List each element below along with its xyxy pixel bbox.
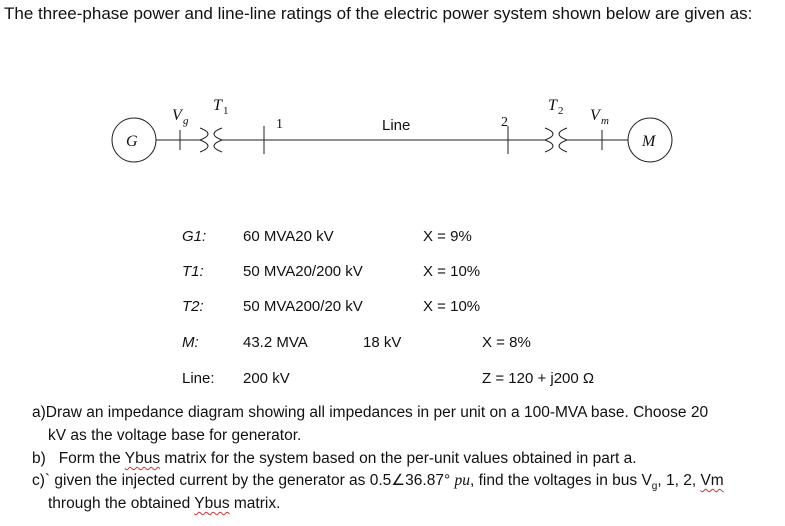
rating-name: M: xyxy=(182,334,199,351)
question-c2-post: matrix. xyxy=(229,495,281,512)
question-c-mid2: , 1, 2, xyxy=(657,472,701,489)
question-a-line2: kV as the voltage base for generator. xyxy=(48,427,302,444)
question-b xyxy=(32,448,637,470)
rating-name: T2: xyxy=(182,298,204,315)
rating-impedance: X = 10% xyxy=(423,263,481,280)
rating-impedance: Z = 120 + j200 Ω xyxy=(482,370,595,387)
rating-power: 200 kV xyxy=(243,370,290,387)
t1-secondary-coil xyxy=(214,128,222,152)
rating-impedance: X = 8% xyxy=(482,334,531,351)
diagram-svg xyxy=(0,80,785,190)
t1-label: T xyxy=(213,97,222,114)
one-line-diagram xyxy=(0,80,785,190)
rating-impedance: X = 10% xyxy=(423,298,481,315)
question-c-line2 xyxy=(48,493,280,515)
vg-label: V xyxy=(172,107,182,124)
question-c-sub: g xyxy=(651,481,658,493)
rating-voltage: 18 kV xyxy=(363,334,402,351)
question-b-pre: b) Form the xyxy=(32,450,125,467)
question-c-pre: c)` given the injected current by the generator as 0.5∠36.87° xyxy=(32,472,455,489)
generator-label: G xyxy=(126,133,138,150)
question-c-vm: Vm xyxy=(700,472,724,489)
question-b-post: matrix for the system based on the per-unit values obtained in part a. xyxy=(160,450,637,467)
bus2-label: 2 xyxy=(501,115,508,130)
question-b-ybus: Ybus xyxy=(124,450,161,467)
vg-sub: g xyxy=(183,115,189,127)
question-a-line1: a)Draw an impedance diagram showing all impedances in per unit on a 100-MVA base. Choose 20 xyxy=(32,404,709,421)
t2-sub: 2 xyxy=(558,105,564,117)
bus1-label: 1 xyxy=(276,117,283,132)
t1-sub: 1 xyxy=(223,105,229,117)
rating-impedance: X = 9% xyxy=(423,228,472,245)
rating-power: 50 MVA200/20 kV xyxy=(243,298,363,315)
vm-sub: m xyxy=(601,115,609,127)
rating-name: Line: xyxy=(182,370,215,387)
intro-text: The three-phase power and line-line ratings of the electric power system shown below are given as: xyxy=(4,4,753,23)
t2-label: T xyxy=(548,97,557,114)
question-c2-pre: through the obtained xyxy=(48,495,195,512)
question-c-mid: , find the voltages in bus V xyxy=(469,472,652,489)
t1-primary-coil xyxy=(200,128,208,152)
question-c2-ybus: Ybus xyxy=(194,495,230,512)
line-label: Line xyxy=(382,117,411,134)
t2-primary-coil xyxy=(545,128,553,152)
vm-label: V xyxy=(590,107,600,124)
rating-name: G1: xyxy=(182,228,207,245)
motor-label: M xyxy=(642,133,656,150)
rating-power: 50 MVA20/200 kV xyxy=(243,263,363,280)
rating-power: 43.2 MVA xyxy=(243,334,308,351)
t2-secondary-coil xyxy=(559,128,567,152)
question-c-pu: pu xyxy=(454,472,470,489)
rating-power: 60 MVA20 kV xyxy=(243,228,334,245)
rating-name: T1: xyxy=(182,263,204,280)
